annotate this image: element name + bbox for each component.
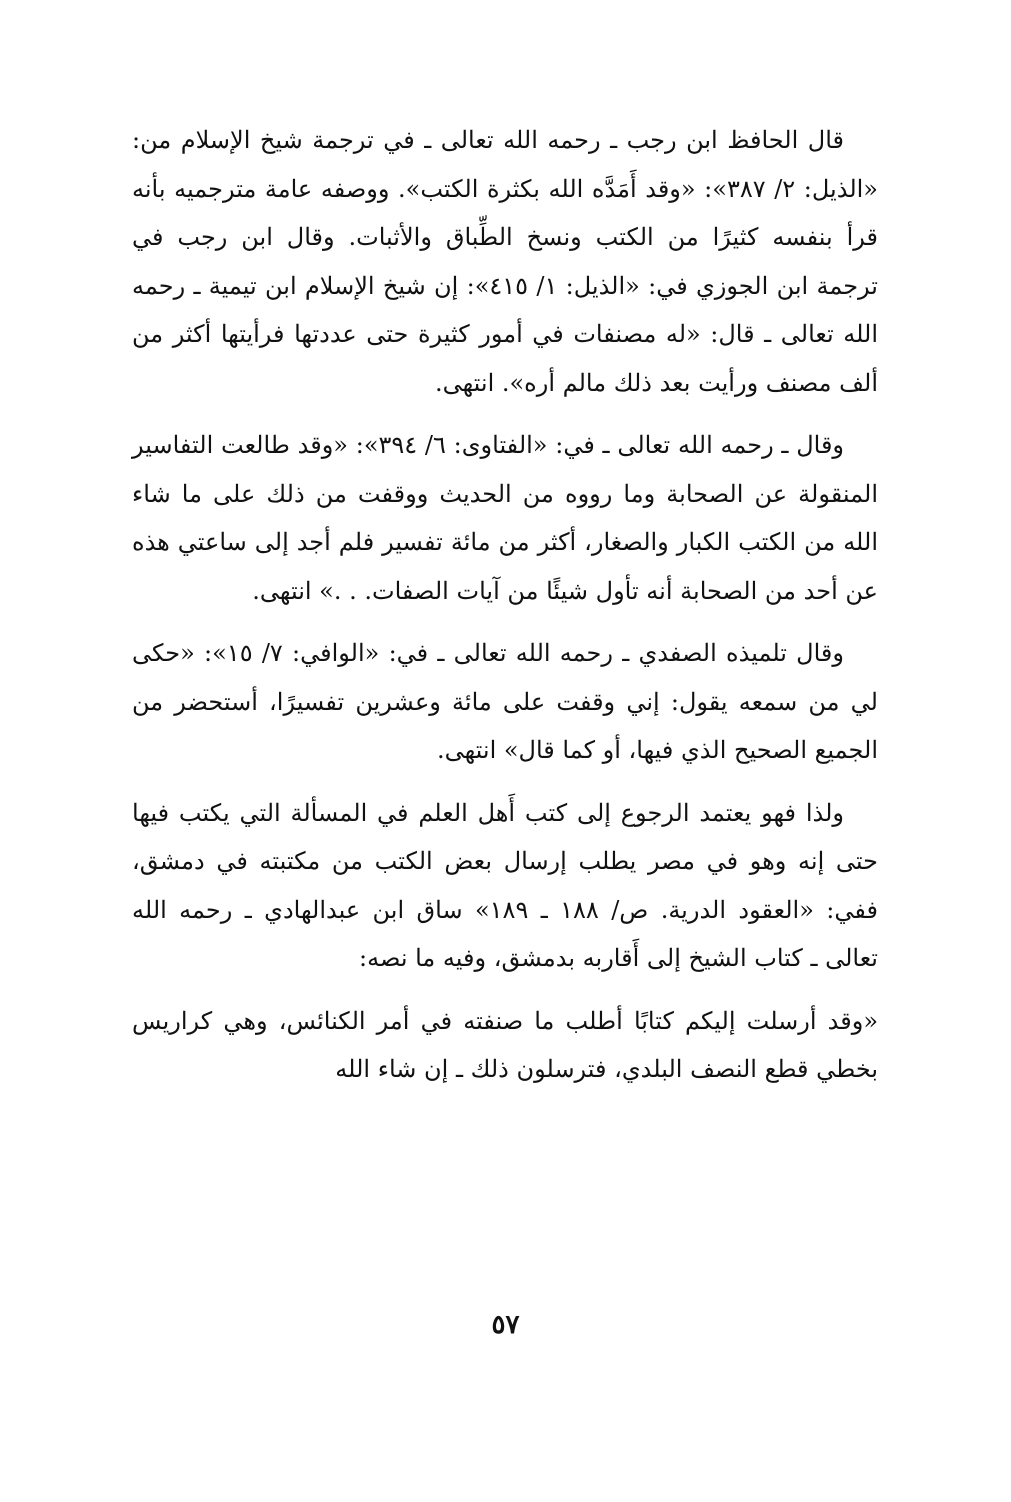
paragraph-letter-quote: «وقد أرسلت إليكم كتابًا أطلب ما صنفته في أمر الكنائس، وهي كراريس بخطي قطع النصف البلدي، فترسلون ذلك ـ إن شاء الله: [132, 1006, 879, 1083]
paragraph-ibn-rajab: قال الحافظ ابن رجب ـ رحمه الله تعالى ـ في ترجمة شيخ الإسلام من: «الذيل: ٢/ ٣٨٧»: «وقد أَمَدَّه الله بكثرة الكتب». ووصفه عامة مترجميه بأنه قرأ بنفسه كثيرًا من الكتب ونسخ الطِّباق والأثبات. وقال ابن رجب في ترجمة ابن الجوزي في: «الذيل: ١/ ٤١٥»: إن شيخ الإسلام ابن تيمية ـ رحمه الله تعالى ـ قال: «له مصنفات في أمور كثيرة حتى عددتها فرأيتها أكثر من ألف مصنف ورأيت بعد ذلك مالم أره». انتهى.: [132, 126, 878, 397]
paragraph-letter-intro: ولذا فهو يعتمد الرجوع إلى كتب أَهل العلم في المسألة التي يكتب فيها حتى إنه وهو في مصر يطلب إرسال بعض الكتب من مكتبته في دمشق، ففي: «العقود الدرية. ص/ ١٨٨ ـ ١٨٩» ساق ابن عبدالهادي ـ رحمه الله تعالى ـ كتاب الشيخ إلى أَقاربه بدمشق، وفيه ما نصه:: [132, 798, 878, 972]
paragraph-safadi: وقال تلميذه الصفدي ـ رحمه الله تعالى ـ في: «الوافي: ٧/ ١٥»: «حكى لي من سمعه يقول: إني وقفت على مائة وعشرين تفسيرًا، أستحضر من الجميع الصحيح الذي فيها، أو كما قال» انتهى.: [132, 639, 878, 764]
body-text: [132, 116, 878, 1108]
paragraph-fatawa: وقال ـ رحمه الله تعالى ـ في: «الفتاوى: ٦/ ٣٩٤»: «وقد طالعت التفاسير المنقولة عن الصحابة وما رووه من الحديث ووقفت من ذلك على ما شاء الله من الكتب الكبار والصغار، أكثر من مائة تفسير فلم أجد إلى ساعتي هذه عن أحد من الصحابة أنه تأول شيئًا من آيات الصفات. . .» انتهى.: [132, 431, 878, 605]
page-number: ٥٧: [491, 1310, 520, 1340]
